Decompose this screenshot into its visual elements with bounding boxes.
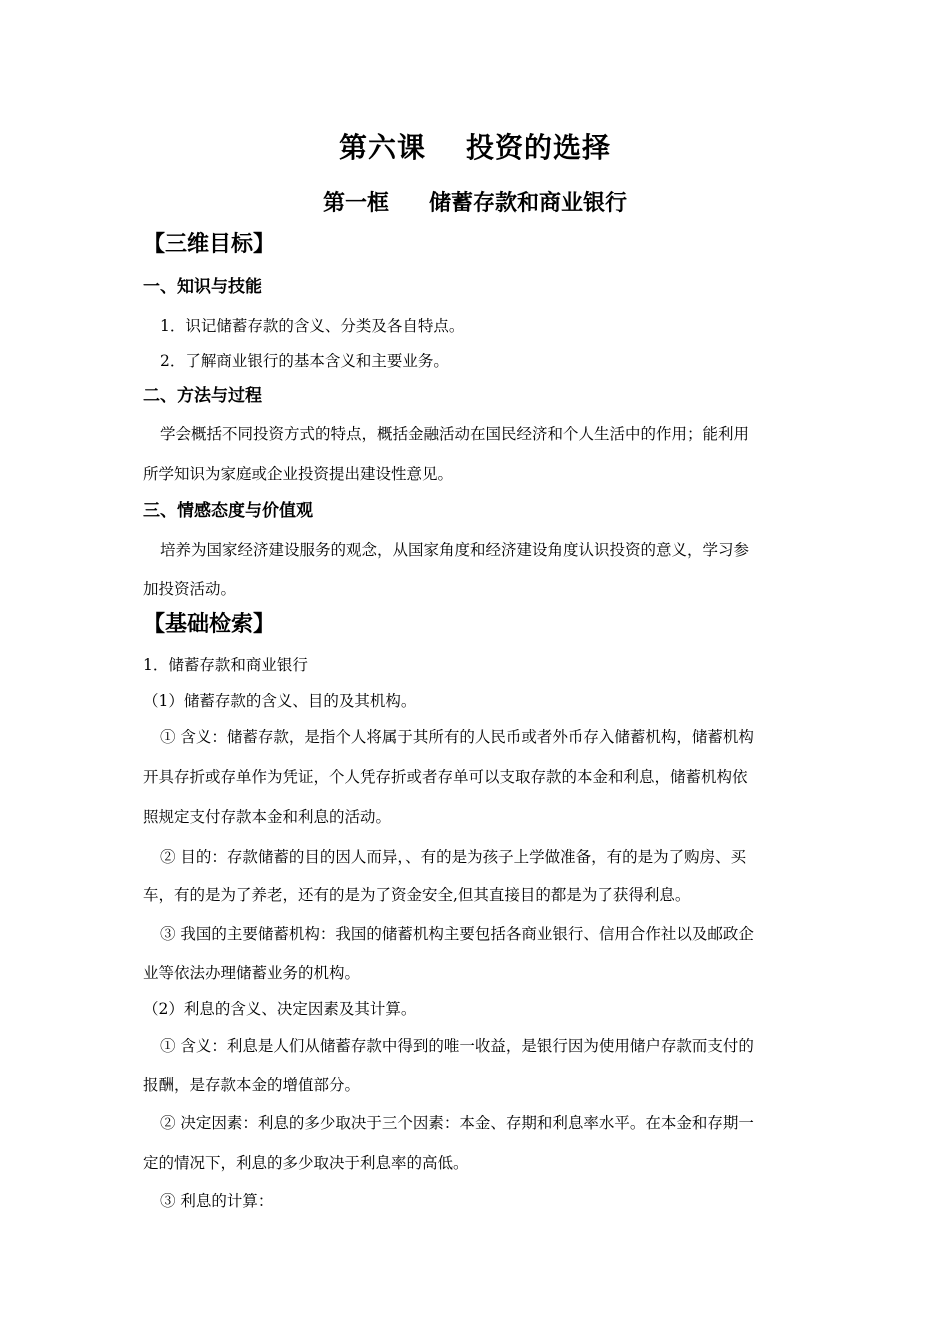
paragraph-line: 开具存折或存单作为凭证，个人凭存折或者存单可以支取存款的本金和利息，储蓄机构依: [143, 768, 748, 786]
knowledge-item: 2．了解商业银行的基本含义和主要业务。: [160, 352, 449, 370]
paragraph-line: ① 含义：利息是人们从储蓄存款中得到的唯一收益，是银行因为使用储户存款而支付的: [160, 1037, 754, 1055]
heading-method: 二、方法与过程: [143, 386, 262, 406]
paragraph-line: 业等依法办理储蓄业务的机构。: [143, 964, 361, 982]
paragraph-line: 学会概括不同投资方式的特点，概括金融活动在国民经济和个人生活中的作用；能利用: [160, 425, 750, 443]
lesson-title-number: 第六课: [338, 131, 426, 164]
paragraph-line: 照规定支付存款本金和利息的活动。: [143, 808, 392, 826]
section-goals: 【三维目标】: [143, 232, 276, 257]
paragraph-line: 加投资活动。: [143, 580, 237, 598]
paragraph-line: （2）利息的含义、决定因素及其计算。: [143, 1000, 417, 1018]
paragraph-line: ① 含义：储蓄存款，是指个人将属于其所有的人民币或者外币存入储蓄机构，储蓄机构: [160, 728, 754, 746]
lesson-title-text: 投资的选择: [466, 131, 612, 164]
frame-subtitle: [0, 186, 950, 222]
paragraph-line: ③ 我国的主要储蓄机构：我国的储蓄机构主要包括各商业银行、信用合作社以及邮政企: [160, 925, 754, 943]
paragraph-line: 1．储蓄存款和商业银行: [143, 656, 308, 674]
paragraph-line: 车，有的是为了养老，还有的是为了资金安全,但其直接目的都是为了获得利息。: [143, 886, 691, 904]
paragraph-line: ② 决定因素：利息的多少取决于三个因素：本金、存期和利息率水平。在本金和存期一: [160, 1114, 754, 1132]
frame-subtitle-text: 储蓄存款和商业银行: [429, 191, 628, 216]
paragraph-line: ③ 利息的计算：: [160, 1192, 274, 1210]
paragraph-line: ② 目的：存款储蓄的目的因人而异，、有的是为孩子上学做准备，有的是为了购房、买: [160, 848, 747, 866]
paragraph-line: 报酬，是存款本金的增值部分。: [143, 1076, 361, 1094]
heading-knowledge: 一、知识与技能: [143, 277, 262, 297]
frame-subtitle-number: 第一框: [322, 191, 389, 216]
knowledge-item: 1．识记储蓄存款的含义、分类及各自特点。: [160, 317, 465, 335]
section-basics: 【基础检索】: [143, 612, 276, 637]
lesson-title: [0, 128, 950, 168]
paragraph-line: 培养为国家经济建设服务的观念，从国家角度和经济建设角度认识投资的意义，学习参: [160, 541, 750, 559]
paragraph-line: 定的情况下，利息的多少取决于利息率的高低。: [143, 1154, 469, 1172]
paragraph-line: （1）储蓄存款的含义、目的及其机构。: [143, 692, 417, 710]
paragraph-line: 所学知识为家庭或企业投资提出建设性意见。: [143, 465, 454, 483]
heading-emotion: 三、情感态度与价值观: [143, 501, 313, 521]
